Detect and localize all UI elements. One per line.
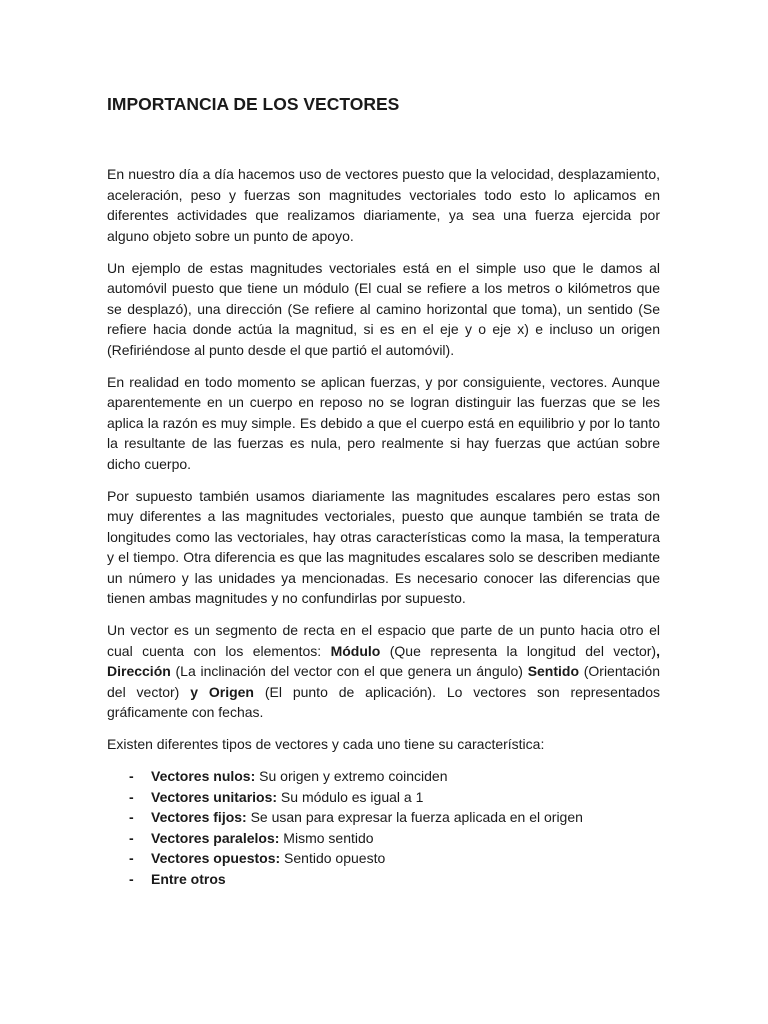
- vector-types-list: [107, 766, 660, 890]
- list-dash: -: [129, 870, 134, 887]
- list-item: [107, 807, 660, 828]
- list-item-desc: Sentido opuesto: [280, 850, 386, 867]
- paragraph-2: Un ejemplo de estas magnitudes vectoriales está en el simple uso que le damos al automóvil puesto que tiene un módulo (El cual se refiere a los metros o kilómetros que se desplazó), una dirección (Se refiere al camino horizontal que toma), un sentido (Se refiere hacia donde actúa la magnitud, si es en el eje y o eje x) e incluso un origen (Refiriéndose al punto desde el que partió el automóvil).: [107, 259, 660, 358]
- p5-text-3: (La inclinación del vector con el que genera un ángulo): [170, 663, 528, 679]
- p5-text-1: Un vector es un segmento de recta en el espacio que parte de un punto hacia otro el cual cuenta con los elementos:: [107, 622, 660, 659]
- paragraph-1: En nuestro día a día hacemos uso de vectores puesto que la velocidad, desplazamiento, aceleración, peso y fuerzas son magnitudes vectoriales todo esto lo aplicamos en diferentes actividades que realizamos diariamente, ya sea una fuerza ejercida por alguno objeto sobre un punto de apoyo.: [107, 166, 660, 244]
- list-item-term: Vectores opuestos:: [151, 850, 281, 867]
- list-dash: -: [129, 829, 134, 846]
- list-dash: -: [129, 809, 134, 826]
- list-item-term: Vectores paralelos:: [151, 829, 280, 846]
- list-item-desc: Se usan para expresar la fuerza aplicada en el origen: [246, 809, 583, 826]
- list-item: [107, 869, 660, 890]
- list-item: [107, 828, 660, 849]
- list-item-desc: Su módulo es igual a 1: [277, 788, 424, 805]
- list-dash: -: [129, 788, 134, 805]
- list-item: [107, 787, 660, 808]
- list-item-term: Entre otros: [151, 870, 226, 887]
- p5-text-5: (El punto de aplicación). Lo vectores son representados gráficamente con fechas.: [107, 683, 660, 720]
- p5-bold-direccion: , Dirección: [107, 642, 660, 679]
- p5-text-2: (Que representa la longitud del vector): [380, 642, 657, 659]
- list-item-term: Vectores nulos:: [151, 768, 256, 784]
- list-item-desc: Mismo sentido: [279, 829, 374, 846]
- p5-bold-sentido: Sentido: [527, 663, 580, 679]
- paragraph-4: Por supuesto también usamos diariamente las magnitudes escalares pero estas son muy diferentes a las magnitudes vectoriales, puesto que aunque también se trata de longitudes como las vectoriales, hay otras características como la masa, la temperatura y el tiempo. Otra diferencia es que las magnitudes escalares solo se describen mediante un número y las unidades ya mencionadas. Es necesario conocer las diferencias que tienen ambas magnitudes y no confundirlas por supuesto.: [107, 487, 660, 606]
- list-item-term: Vectores fijos:: [151, 809, 247, 826]
- p5-bold-origen: y Origen: [190, 683, 254, 700]
- paragraph-5: [107, 620, 660, 723]
- p5-text-4: (Orientación del vector): [107, 663, 660, 700]
- list-item: [107, 766, 660, 787]
- list-item-term: Vectores unitarios:: [151, 788, 278, 805]
- list-item-desc: Su origen y extremo coinciden: [255, 768, 448, 784]
- list-dash: -: [129, 768, 134, 784]
- paragraph-3: En realidad en todo momento se aplican fuerzas, y por consiguiente, vectores. Aunque aparentemente en un cuerpo en reposo no se logran distinguir las fuerzas que se les aplica la razón es muy simple. Es debido a que el cuerpo está en equilibrio y por lo tanto la resultante de las fuerzas es nula, pero realmente si hay fuerzas que actúan sobre dicho cuerpo.: [107, 373, 660, 472]
- document-page: [107, 92, 660, 890]
- list-dash: -: [129, 850, 134, 867]
- paragraph-6: Existen diferentes tipos de vectores y cada uno tiene su característica:: [107, 736, 545, 752]
- p5-bold-modulo: Módulo: [330, 642, 381, 659]
- list-item: [107, 848, 660, 869]
- document-title: IMPORTANCIA DE LOS VECTORES: [107, 94, 400, 114]
